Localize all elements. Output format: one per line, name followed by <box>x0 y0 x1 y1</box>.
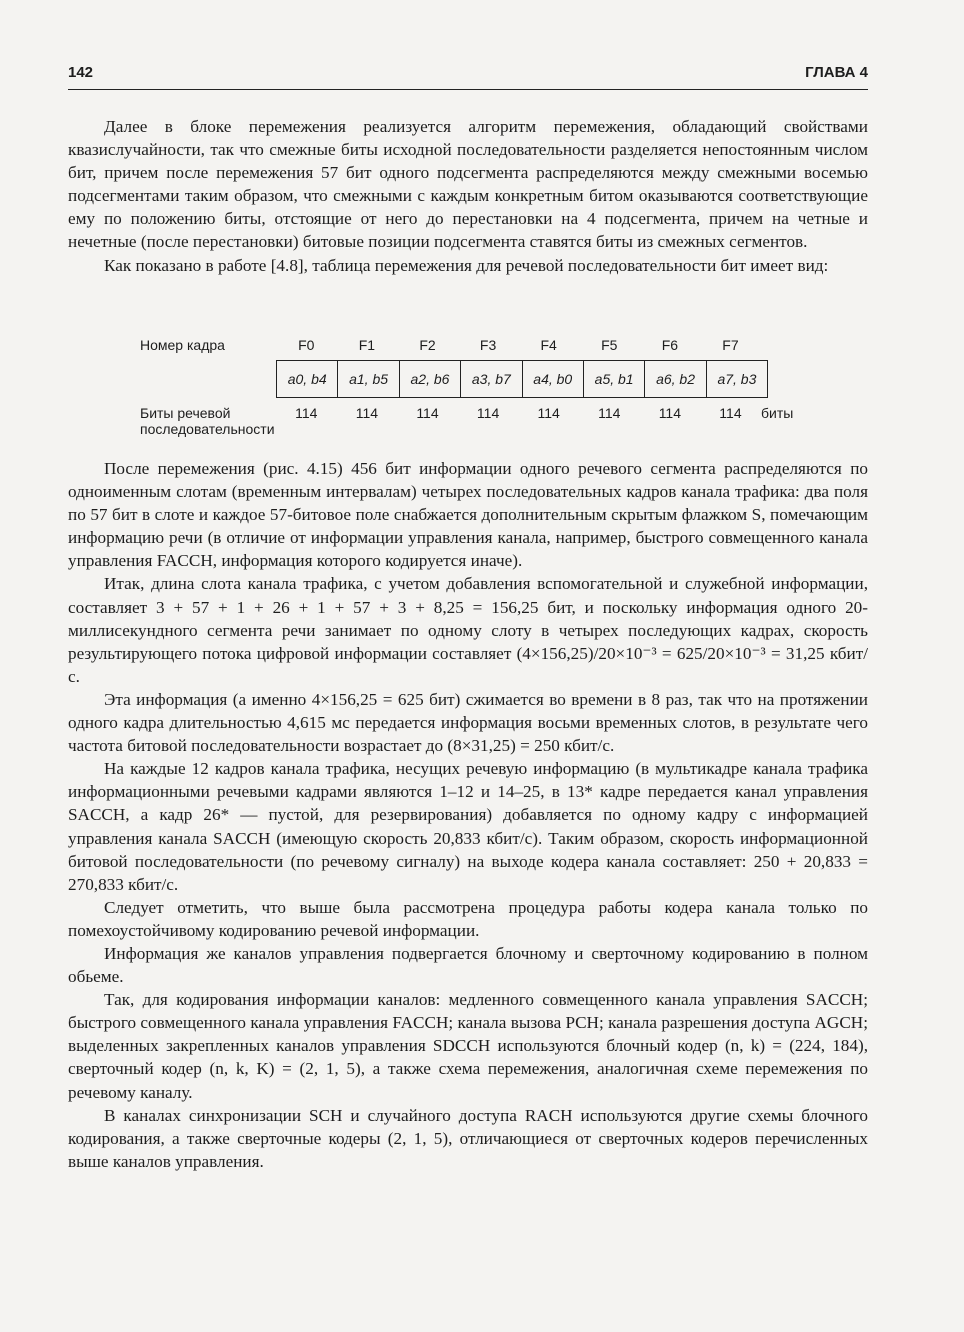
table-cell: a3, b7 <box>461 361 522 397</box>
frame-header: F6 <box>661 337 679 353</box>
paragraph: Информация же каналов управления подвергается блочному и сверточному кодированию в полном обьеме. <box>68 943 868 987</box>
frame-header: F5 <box>601 337 618 353</box>
paragraph: Итак, длина слота канала трафика, с учетом добавления вспомогательной и служебной информации, составляет 3 + 57 + 1 + 26 + 1 + 57 + 3 + 8,25 = 156,25 бит, и поскольку информация одного 20-миллисекундного сегмента речи занимает по одному слоту в четырех последующих кадрах, скорость результирующего потока цифровой информации составляет (4×156,25)/20×10⁻³ = 625/20×10⁻³ = 31,25 кбит/с. <box>68 574 868 686</box>
frame-header: F0 <box>298 337 315 353</box>
paragraph: Следует отметить, что выше была рассмотрена процедура работы кодера канала только по помехоустойчивому кодированию речевой информации. <box>68 897 868 940</box>
frame-header: F3 <box>479 337 497 353</box>
bit-count: 114 <box>598 405 621 421</box>
bits-label-line: последовательности <box>140 421 275 437</box>
frame-label: Номер кадра <box>140 337 225 353</box>
frame-header-row <box>276 337 761 353</box>
bit-count: 114 <box>537 405 560 421</box>
frame-header: F7 <box>722 337 739 353</box>
paragraph: Так, для кодирования информации каналов: медленного совмещенного канала управления SACCH; быстрого совмещенного канала управления FACCH; канала вызова PCH; канала разрешения доступа AGCH; выделенных закрепленных каналов управления SDCCH используются блочный кодер (n, k) = (224, 184), сверточный кодер (n, k, K) = (2, 1, 5), а также схема перемежения, аналогичная схеме перемежения по речевому каналу. <box>68 990 868 1102</box>
bit-pair-row <box>276 360 768 398</box>
table-cell: a5, b1 <box>584 361 645 397</box>
text-block-top <box>68 115 868 277</box>
bits-unit: биты <box>761 405 794 421</box>
bit-count: 114 <box>476 405 500 421</box>
bits-label-line: Биты речевой <box>140 405 231 421</box>
frame-header: F1 <box>358 337 376 353</box>
chapter-title: ГЛАВА 4 <box>805 64 868 81</box>
bit-count: 114 <box>416 405 439 421</box>
interleaving-table <box>68 332 868 442</box>
bit-count-row <box>276 405 761 421</box>
bit-count: 114 <box>295 405 318 421</box>
table-cell: a6, b2 <box>645 361 706 397</box>
bits-label <box>140 405 275 437</box>
text-block-bottom <box>68 457 868 1173</box>
table-cell: a2, b6 <box>400 361 461 397</box>
table-cell: a1, b5 <box>338 361 399 397</box>
header-rule <box>68 89 868 90</box>
page-number: 142 <box>68 64 94 81</box>
paragraph: Как показано в работе [4.8], таблица перемежения для речевой последовательности бит имеет вид: <box>104 255 829 275</box>
table-cell: a7, b3 <box>717 371 757 387</box>
paragraph: Далее в блоке перемежения реализуется алгоритм перемежения, обладающий свойствами квазислучайности, так что смежные биты исходной последовательности разделяется непостоянным числом бит, причем после перемежения 57 бит одного подсегмента распределяются между смежными восемью подсегментами таким образом, что смежными с каждым конкретным битом оказываются соответствующие ему по положению биты, отстоящие от него до перестановки на 4 подсегмента, причем на четные и нечетные (после перестановки) битовые позиции подсегмента ставятся биты из смежных сегментов. <box>68 117 868 252</box>
paragraph: После перемежения (рис. 4.15) 456 бит информации одного речевого сегмента распределяются по одноименным слотам (временным интервалам) четырех последовательных кадров канала трафика: два поля по 57 бит в слоте и каждое 57-битовое поле снабжается дополнительным скрытым флажком S, помечающим информацию речи (в отличие от информации управления канала, например, быстрого совмещенного канала управления FACCH, информация которого кодируется иначе). <box>68 459 868 571</box>
frame-header: F2 <box>419 337 436 353</box>
bit-count: 114 <box>719 405 742 421</box>
table-cell: a4, b0 <box>523 361 584 397</box>
frame-header: F4 <box>540 337 557 353</box>
paragraph: В каналах синхронизации SCH и случайного доступа RACH используются другие схемы блочного кодирования, а также сверточные кодеры (2, 1, 5), отличающиеся от сверточных кодеров перечисленных выше каналов управления. <box>68 1105 868 1171</box>
page-header <box>68 62 868 84</box>
table-cell: a0, b4 <box>277 361 338 397</box>
bit-count: 114 <box>658 405 682 421</box>
paragraph: На каждые 12 кадров канала трафика, несущих речевую информацию (в мультикадре канала трафика информационными речевыми кадрами являются 1–12 и 14–25, в 13* кадре передается канал управления SACCH, а кадр 26* — пустой, для резервирования) добавляется по одному кадру с информацией управления канала SACCH (имеющую скорость 20,833 кбит/с). Таким образом, скорость информационной битовой последовательности (по речевому сигналу) на выходе кодера канала составляет: 250 + 20,833 = 270,833 кбит/с. <box>68 759 868 894</box>
paragraph: Эта информация (а именно 4×156,25 = 625 бит) сжимается во времени в 8 раз, так что на протяжении одного кадра длительностью 4,615 мс передается информация восьми временных слотов, в результате чего частота битовой последовательности возрастает до (8×31,25) = 250 кбит/с. <box>68 689 868 756</box>
bit-count: 114 <box>355 405 379 421</box>
